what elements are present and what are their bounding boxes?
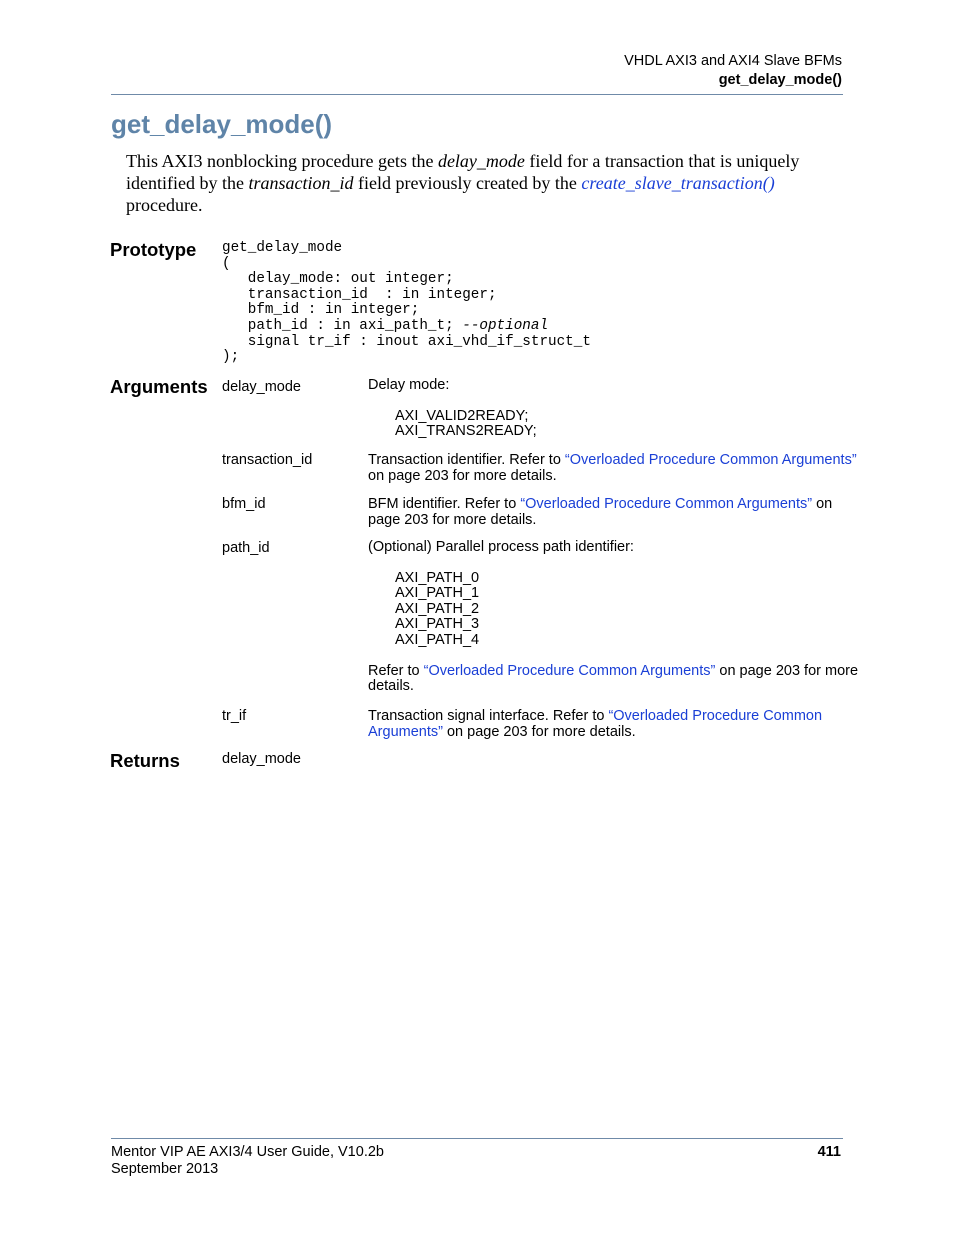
arg-desc-text: on page 203 for more details. [368,496,833,528]
arg-desc-transaction-id [368,453,860,484]
arg-desc-text: Transaction signal interface. Refer to [368,708,609,724]
overloaded-args-link[interactable]: “Overloaded Procedure Common Arguments” [520,496,813,512]
enum-value: AXI_VALID2READY; [395,407,529,424]
code-line: bfm_id : in integer; [222,302,420,319]
page-number: 411 [817,1144,841,1160]
overloaded-args-link[interactable]: “Overloaded Procedure Common Arguments” [564,452,857,468]
overloaded-args-link[interactable]: “Overloaded Procedure Common Arguments” [368,708,823,740]
code-line: transaction_id : in integer; [222,286,497,303]
code-line: signal tr_if : inout axi_vhd_if_struct_t [222,333,591,350]
code-line: ); [222,349,240,366]
intro-paragraph [126,150,846,216]
arg-desc-refer [368,664,860,695]
enum-value: AXI_TRANS2READY; [395,423,537,440]
enum-value: AXI_PATH_2 [395,600,480,617]
footer-date: September 2013 [111,1161,219,1177]
code-comment: --optional [462,317,549,334]
arg-desc-tr-if [368,709,860,740]
page-title: get_delay_mode() [111,109,333,139]
arg-desc-bfm-id [368,497,860,528]
enum-value: AXI_PATH_0 [395,569,480,586]
arg-desc-text: on page 203 for more details. [442,723,636,740]
arg-name-tr-if: tr_if [222,708,247,724]
arg-name-delay-mode: delay_mode [222,379,301,395]
intro-text-2: field for a transaction that is uniquely identified by the [126,151,800,193]
arg-desc-text: on page 203 for more details. [368,467,557,484]
arg-desc-text: BFM identifier. Refer to [368,496,521,512]
intro-text-1: This AXI3 nonblocking procedure gets the [126,151,438,171]
arg-desc-text: Transaction identifier. Refer to [368,452,565,468]
enum-value: AXI_PATH_1 [395,585,480,602]
prototype-code [222,241,591,366]
header-topic: get_delay_mode() [718,72,842,88]
returns-label: Returns [110,750,180,771]
arg-name-transaction-id: transaction_id [222,452,313,468]
code-line: ( [222,255,231,272]
running-header [624,52,842,90]
intro-italic-delay-mode: delay_mode [437,151,525,171]
arg-name-path-id: path_id [222,540,270,556]
returns-value: delay_mode [222,751,301,767]
prototype-label: Prototype [110,239,197,260]
arg-desc-path-id [368,540,860,695]
create-slave-transaction-link[interactable]: create_slave_transaction() [581,173,775,193]
code-line: path_id : in axi_path_t; [222,317,463,334]
intro-text-4: procedure. [126,195,203,215]
enum-value: AXI_PATH_3 [395,616,480,633]
arg-desc-text: on page 203 for more details. [368,662,859,695]
arg-desc-text: Refer to [368,662,424,679]
header-section: VHDL AXI3 and AXI4 Slave BFMs [624,53,842,69]
arguments-label: Arguments [110,376,208,397]
header-rule [111,94,843,95]
footer [111,1144,384,1178]
footer-rule [111,1138,843,1139]
arg-desc-text: Delay mode: [368,377,450,393]
arg-desc-text: (Optional) Parallel process path identifier: [368,539,634,555]
arg-name-bfm-id: bfm_id [222,496,266,512]
code-line: delay_mode: out integer; [222,271,454,288]
arg-desc-delay-mode [368,378,860,440]
code-line: get_delay_mode [222,240,343,256]
footer-guide: Mentor VIP AE AXI3/4 User Guide, V10.2b [111,1144,384,1160]
intro-text-3: field previously created by the [353,173,582,193]
overloaded-args-link[interactable]: “Overloaded Procedure Common Arguments” [423,662,716,679]
intro-italic-transaction-id: transaction_id [248,173,354,193]
enum-value: AXI_PATH_4 [395,631,480,648]
